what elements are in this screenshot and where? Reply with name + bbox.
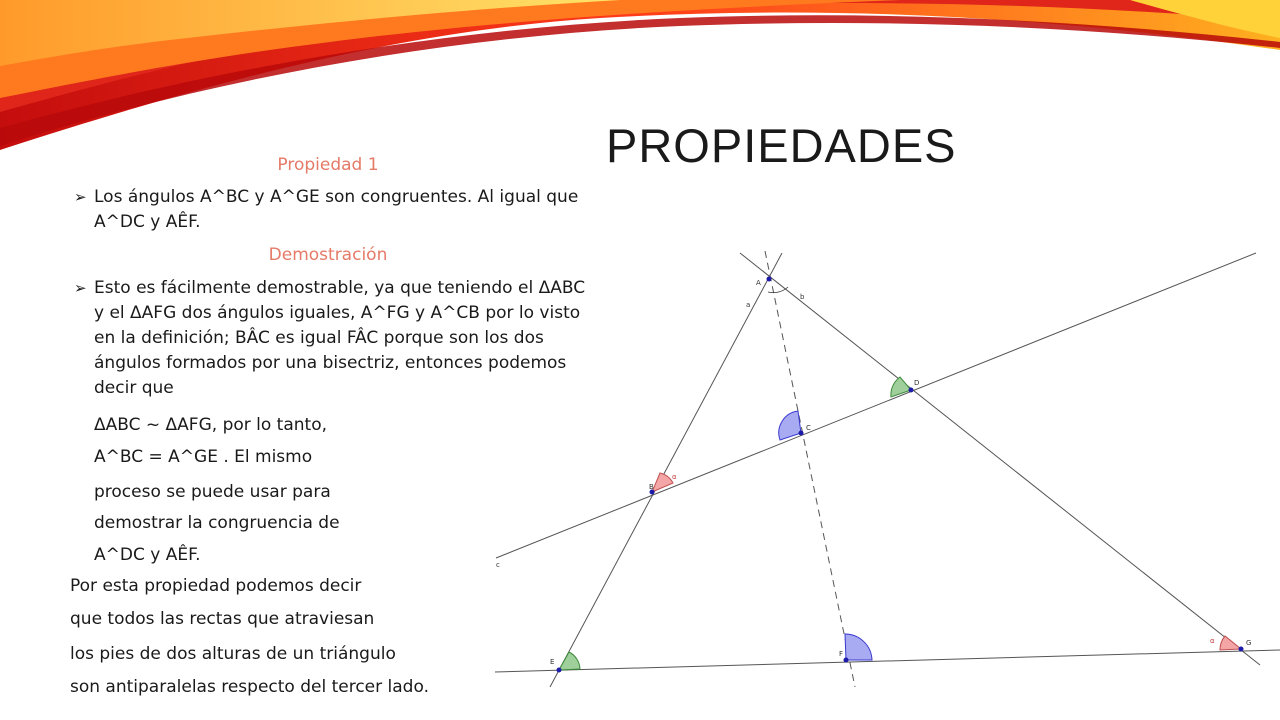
angle-label-b: α [672,473,677,481]
proof-text: Esto es fácilmente demostrable, ya que teniendo el ΔABC y el ΔAFG dos ángulos iguales, A^FG y A^CB por lo visto en la definición; BÂC es igual FÂC porque son los dos ángulos formados por una bisectriz, entonces podemos decir que [94,278,586,398]
angle-label-g: α [1210,637,1215,645]
angle-arc-b [652,473,673,492]
conclusion-line: los pies de dos alturas de un triángulo [70,644,396,664]
angle-arc-a [768,287,788,293]
conclusion-line: son antiparalelas respecto del tercer lado. [70,677,429,697]
point-a [767,277,772,282]
point-g [1239,647,1244,652]
proof-line: A^BC = A^GE . El mismo [94,447,313,467]
point-c [799,431,804,436]
label-d: D [914,379,920,387]
point-d [909,388,914,393]
arrow-bullet-icon: ➢ [74,279,87,297]
label-b: B [649,483,654,491]
property-bullet [74,185,590,235]
conclusion-line: Por esta propiedad podemos decir [70,576,362,596]
angle-arc-c [779,411,801,440]
line-label-a: a [746,301,751,309]
proof-line: demostrar la congruencia de [94,513,340,533]
angle-arc-f [845,634,872,660]
proof-line: A^DC y AÊF. [94,545,201,565]
line-label-b: b [800,293,805,301]
line-a [550,253,782,687]
point-e [557,668,562,673]
angle-arc-e [559,652,580,670]
bisector [765,251,855,687]
conclusion-line: que todos las rectas que atraviesan [70,609,375,629]
label-a: A [756,279,761,287]
point-f [844,658,849,663]
proof-heading: Demostración [268,245,388,265]
proof-line: ΔABC ~ ΔAFG, por lo tanto, [94,415,328,435]
angle-arc-g [1220,636,1241,650]
property-heading: Propiedad 1 [277,155,379,175]
geometry-figure [490,245,1280,695]
label-c: C [806,424,811,432]
property-text: Los ángulos A^BC y A^GE son congruentes. Al igual que A^DC y AÊF. [94,187,579,232]
slide-title: PROPIEDADES [606,119,957,172]
line-ef [495,650,1280,672]
label-f: F [839,650,844,658]
arrow-bullet-icon: ➢ [74,188,87,206]
line-label-c: c [496,561,500,569]
proof-line: proceso se puede usar para [94,482,331,502]
line-c [496,253,1256,558]
label-e: E [550,658,555,666]
line-b [740,253,1260,665]
angle-arc-d [891,377,911,397]
label-g: G [1246,639,1252,647]
